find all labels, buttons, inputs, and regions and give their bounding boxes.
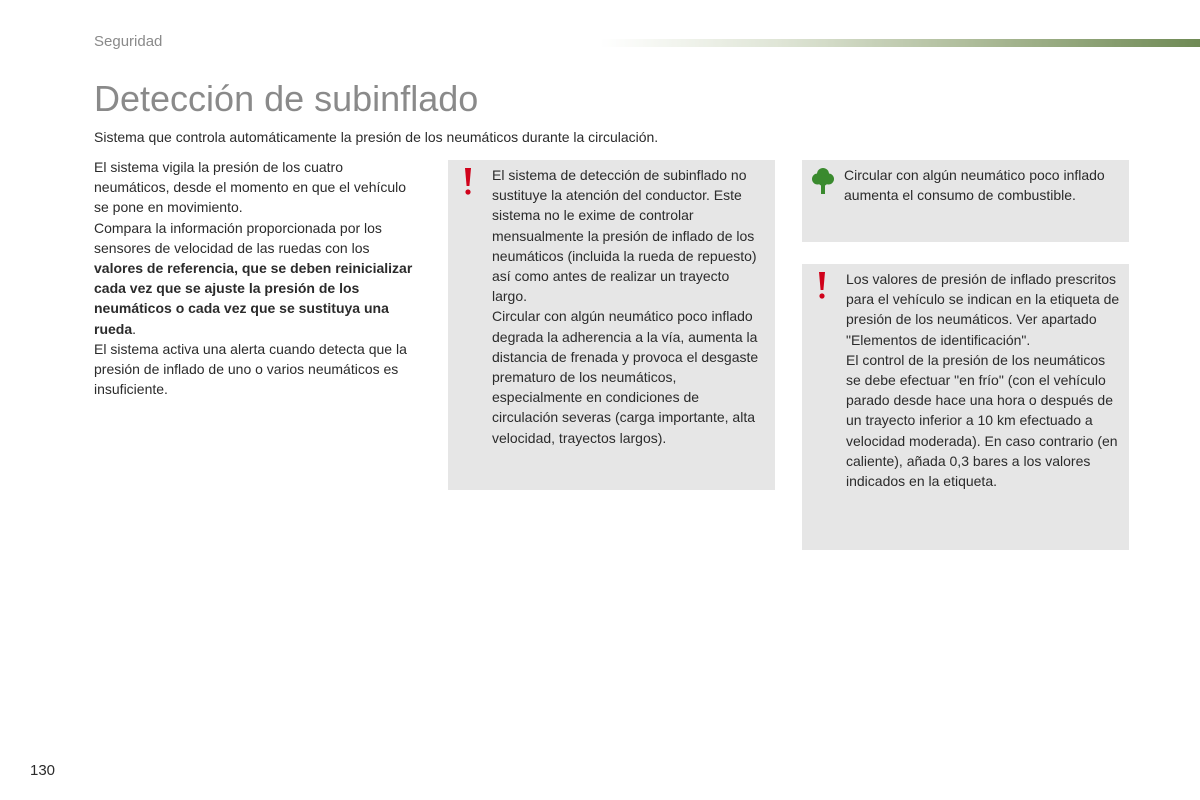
- warning-box-2-paragraph-1: Los valores de presión de inflado prescritos para el vehículo se indican en la etiqueta de presión de los neumáticos. Ver apartado "Elementos de identificación".: [846, 271, 1120, 348]
- paragraph-comparison-end: .: [132, 320, 137, 337]
- paragraph-comparison-start: Compara la información proporcionada por los sensores de velocidad de las ruedas con los: [94, 219, 382, 256]
- paragraph-monitoring: El sistema vigila la presión de los cuatro neumáticos, desde el momento en que el vehículo se pone en movimiento.: [94, 159, 407, 216]
- paragraph-comparison: [94, 218, 414, 339]
- eco-box-text: Circular con algún neumático poco inflado aumenta el consumo de combustible.: [844, 167, 1105, 204]
- warning-box-driver-attention: [448, 160, 775, 490]
- main-text-column: [94, 157, 414, 399]
- intro-text: Sistema que controla automáticamente la presión de los neumáticos durante la circulación.: [94, 129, 659, 145]
- page-number: 130: [30, 762, 56, 779]
- paragraph-alert: El sistema activa una alerta cuando detecta que la presión de inflado de uno o varios neumáticos es insuficiente.: [94, 340, 407, 398]
- header-accent-bar: [600, 39, 1200, 47]
- warning-exclamation-icon: [462, 166, 474, 196]
- warning-box-pressure-values: [802, 264, 1129, 550]
- eco-box-fuel-consumption: [802, 160, 1129, 242]
- warning-box-2-paragraph-2: El control de la presión de los neumáticos se debe efectuar "en frío" (con el vehículo parado desde hace una hora o después de un trayecto inferior a 10 km efectuado a velocidad moderada). En caso contrario (en caliente), añada 0,3 bares a los valores indicados en la etiqueta.: [846, 351, 1118, 490]
- warning-box-1-paragraph-1: El sistema de detección de subinflado no sustituye la atención del conductor. Este sistema no le exime de controlar mensualmente la presión de inflado de los neumáticos (incluida la rueda de repuesto) así como antes de realizar un trayecto largo.: [492, 167, 757, 305]
- warning-box-1-paragraph-2: Circular con algún neumático poco inflado degrada la adherencia a la vía, aumenta la distancia de frenada y provoca el desgaste prematuro de los neumáticos, especialmente en condiciones de circulación severas (carga importante, alta velocidad, trayectos largos).: [492, 308, 759, 446]
- section-label: Seguridad: [94, 33, 163, 50]
- paragraph-comparison-bold: valores de referencia, que se deben reinicializar cada vez que se ajuste la presión de los neumáticos o cada vez que se sustituya una rueda: [94, 260, 413, 337]
- page-title: Detección de subinflado: [94, 78, 479, 119]
- warning-exclamation-icon: [816, 270, 828, 300]
- eco-tree-icon: [811, 167, 835, 195]
